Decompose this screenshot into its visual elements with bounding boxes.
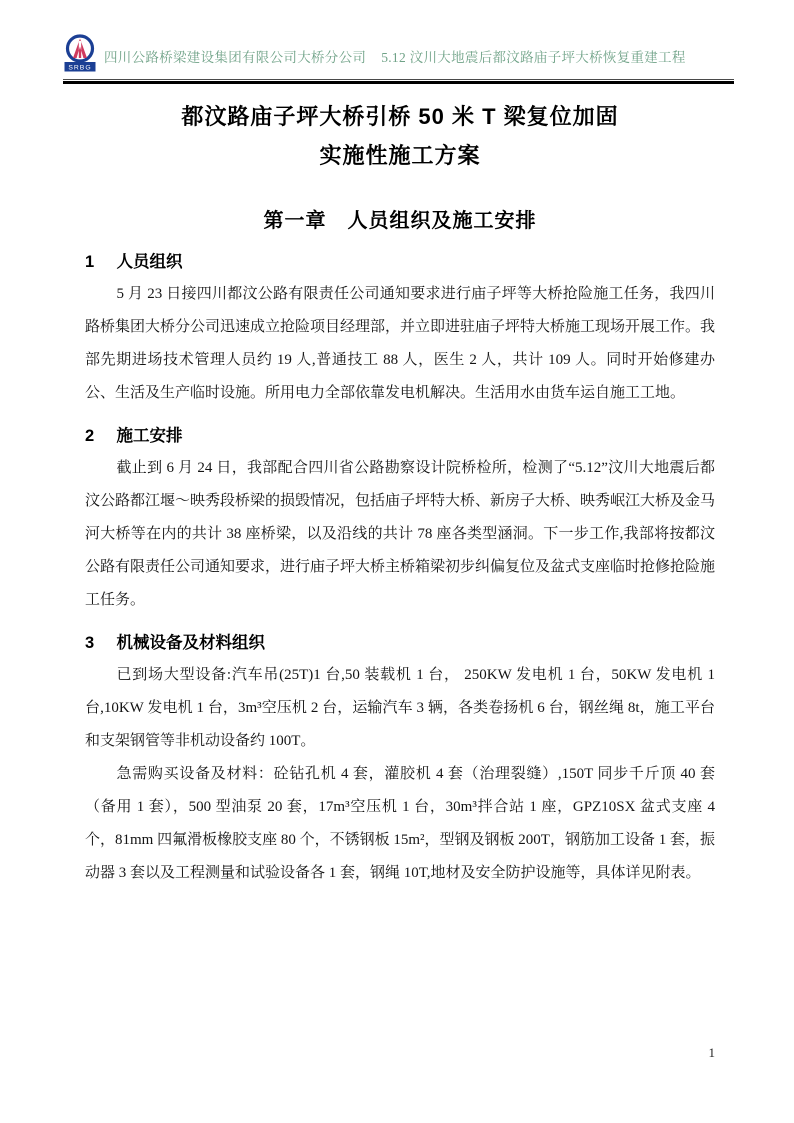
document-title-line1: 都汶路庙子坪大桥引桥 50 米 T 梁复位加固: [181, 104, 619, 129]
company-logo: [63, 33, 97, 75]
section-schedule: [85, 423, 715, 617]
header-row: [63, 33, 734, 76]
header-text: [104, 46, 686, 66]
header-project-name: 5.12 汶川大地震后都汶路庙子坪大桥恢复重建工程: [381, 50, 686, 65]
section-3-heading: [85, 630, 715, 656]
header-company-name: 四川公路桥梁建设集团有限公司大桥分公司: [104, 50, 367, 65]
section-1-paragraph: 5 月 23 日接四川都汶公路有限责任公司通知要求进行庙子坪等大桥抢险施工任务，我四川路桥集团大桥分公司迅速成立抢险项目经理部，并立即进驻庙子坪特大桥施工现场开展工作。我部先期进场技术管理人员约 19 人,普通技工 88 人，医生 2 人，共计 109 人。同时开始修建办公、生活及生产临时设施。所用电力全部依靠发电机解决。生活用水由货车运自施工工地。: [85, 286, 716, 401]
logo-text: SRBG: [68, 64, 92, 72]
section-2-paragraph: 截止到 6 月 24 日，我部配合四川省公路勘察设计院桥检所，检测了“5.12”汶川大地震后都汶公路都江堰～映秀段桥梁的损毁情况，包括庙子坪特大桥、新房子大桥、映秀岷江大桥及金马河大桥等在内的共计 38 座桥梁，以及沿线的共计 78 座各类型涵洞。下一步工作,我部将按都汶公路有限责任公司通知要求，进行庙子坪大桥主桥箱梁初步纠偏复位及盆式支座临时抢修抢险施工任务。: [85, 460, 716, 608]
section-3-number: 3: [85, 634, 95, 652]
section-3-paragraph-2: 急需购买设备及材料：砼钻孔机 4 套，灌胶机 4 套（治理裂缝）,150T 同步千斤顶 40 套（备用 1 套），500 型油泵 20 套，17m³空压机 1 台，30m³拌合站 1 座，GPZ10SX 盆式支座 4 个，81mm 四氟滑板橡胶支座 80 个，不锈钢板 15m²，型钢及钢板 200T，钢筋加工设备 1 套，振动器 3 套以及工程测量和试验设备各 1 套，钢绳 10T,地材及安全防护设施等，具体详见附表。: [85, 766, 715, 881]
chapter-heading: 第一章 人员组织及施工安排: [263, 210, 537, 232]
section-2-heading: [85, 423, 715, 449]
section-1-title: 人员组织: [116, 253, 183, 271]
page-number: 1: [708, 1045, 715, 1060]
document-content: [85, 97, 715, 890]
section-2-number: 2: [85, 427, 95, 445]
document-title: [85, 97, 715, 175]
srbg-logo-icon: [63, 33, 97, 75]
section-2-title: 施工安排: [116, 427, 183, 445]
section-personnel: [85, 249, 715, 410]
document-title-line2: 实施性施工方案: [319, 143, 481, 168]
section-3-title: 机械设备及材料组织: [116, 634, 265, 652]
section-1-heading: [85, 249, 715, 275]
section-equipment: [85, 630, 715, 890]
section-3-paragraph-1: 已到场大型设备:汽车吊(25T)1 台,50 装载机 1 台， 250KW 发电机 1 台，50KW 发电机 1 台,10KW 发电机 1 台，3m³空压机 2 台，运输汽车 3 辆，各类卷扬机 6 台，钢丝绳 8t，施工平台和支架钢管等非机动设备约 100T。: [85, 667, 715, 749]
header-divider: [63, 79, 734, 84]
page-header: [63, 33, 734, 84]
section-1-number: 1: [85, 253, 95, 271]
